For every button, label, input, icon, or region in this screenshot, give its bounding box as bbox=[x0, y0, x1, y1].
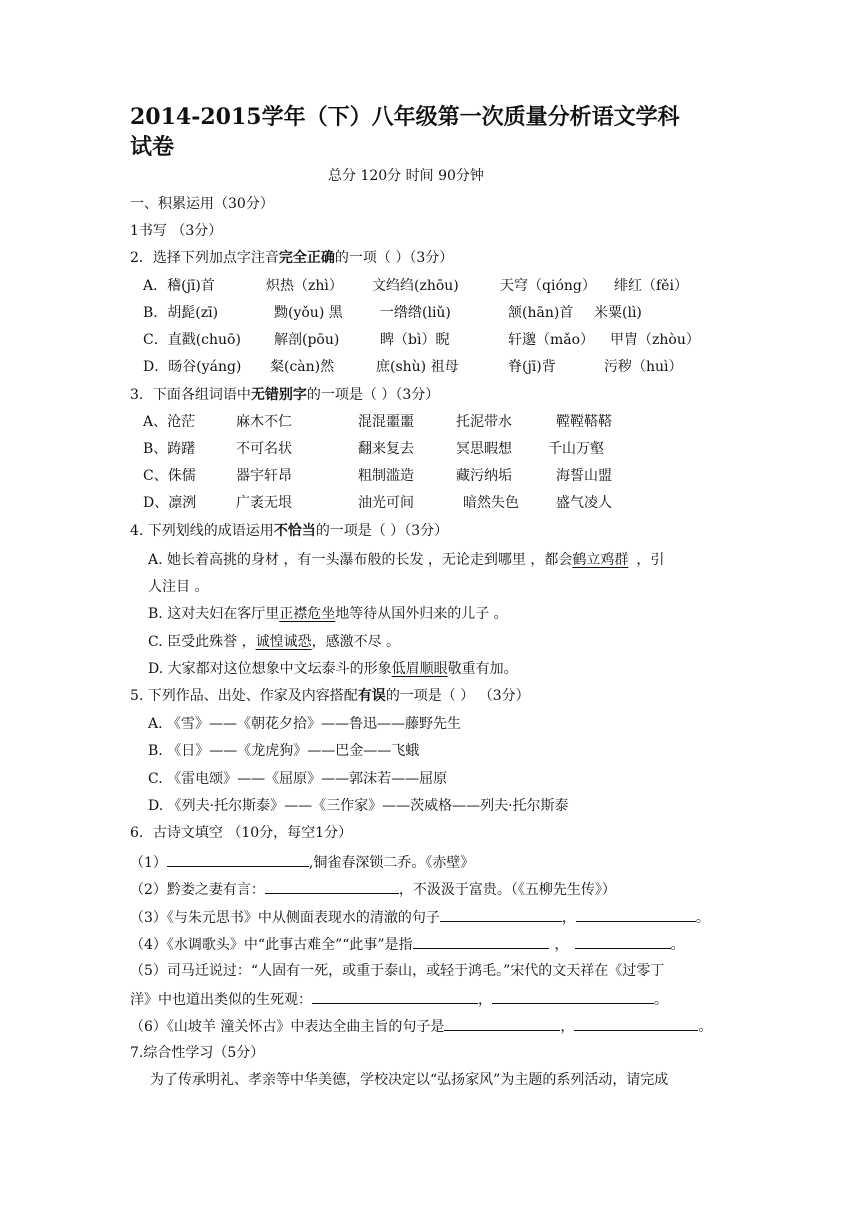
q3-b-5: 千山万壑 bbox=[548, 441, 604, 457]
q6-6-text: （6）《山坡羊 潼关怀古》中表达全曲主旨的句子是 bbox=[130, 1019, 445, 1035]
q6-5-blank-2[interactable] bbox=[492, 988, 654, 1004]
q6-2-tail: ，不汲汲于富贵。（《五柳先生传》） bbox=[398, 882, 616, 898]
q2-a-1: A．稽(jī)首 bbox=[143, 278, 215, 294]
q2-d-5: 污秽（huì） bbox=[604, 359, 683, 375]
q6-line-6 bbox=[130, 1015, 712, 1037]
q6-line-5: （5）司马迁说过：“人固有一死，或重于泰山，或轻于鸿毛。”宋代的文天祥在《过零丁 bbox=[130, 963, 665, 979]
q4-option-a bbox=[148, 550, 664, 570]
q4-a-text: A. 她长着高挑的身材 ，有一头瀑布般的长发 ，无论走到哪里 ，都会 bbox=[148, 552, 573, 568]
q6-6-end: 。 bbox=[698, 1019, 713, 1035]
q6-2-text: （2）黔娄之妻有言： bbox=[130, 882, 265, 898]
q6-line-3 bbox=[130, 906, 710, 928]
q2-c-5: 甲胄（zhòu） bbox=[610, 332, 700, 348]
q4-option-b bbox=[148, 604, 508, 624]
q3-d-3: 油光可间 bbox=[358, 495, 414, 511]
exam-meta: 总分 120分 时间 90分钟 bbox=[328, 168, 484, 184]
q3-c-4: 藏污纳垢 bbox=[456, 468, 512, 484]
question-4-stem bbox=[130, 521, 448, 541]
q2-d-1: D．旸谷(yáng) bbox=[143, 359, 242, 375]
q3-suffix: 的一项是（ ）（3分） bbox=[306, 387, 440, 403]
q6-4-blank-1[interactable] bbox=[413, 933, 549, 949]
exam-title-line2: 试卷 bbox=[130, 134, 175, 160]
q4-a-idiom: 鹤立鸡群 bbox=[572, 552, 629, 568]
q3-a-3: 混混噩噩 bbox=[358, 414, 414, 430]
q6-5-end: 。 bbox=[654, 992, 668, 1008]
q2-c-3: 睥（bì）睨 bbox=[380, 332, 450, 348]
q2-c-1: C．直戳(chuō) bbox=[143, 332, 241, 348]
q4-a-tail: ，引 bbox=[636, 552, 665, 568]
q6-3-blank-1[interactable] bbox=[440, 906, 562, 922]
q6-3-end: 。 bbox=[695, 910, 710, 926]
q5-option-d: D. 《列夫·托尔斯泰》——《三作家》——茨威格——列夫·托尔斯泰 bbox=[148, 798, 569, 814]
q3-c-1: C、侏儒 bbox=[143, 468, 196, 484]
q6-5-blank-1[interactable] bbox=[312, 988, 478, 1004]
q6-1-blank[interactable] bbox=[167, 851, 309, 867]
q2-a-3: 文绉绉(zhōu) bbox=[372, 278, 459, 294]
q2-suffix: 的一项（ ）（3分） bbox=[334, 250, 454, 266]
q3-d-4: 暗然失色 bbox=[463, 495, 519, 511]
q3-c-3: 粗制滥造 bbox=[358, 468, 414, 484]
q2-emphasis: 完全正确 bbox=[278, 250, 335, 266]
q5-suffix: 的一项是（ ） （3分） bbox=[385, 688, 530, 704]
q2-a-5: 绯红（fěi） bbox=[614, 278, 688, 294]
q6-3-text: （3）《与朱元思书》中从侧面表现水的清澈的句子 bbox=[130, 910, 440, 926]
q6-4-sep: ， bbox=[554, 937, 569, 953]
q2-b-5: 米粟(lì) bbox=[594, 305, 642, 321]
q4-option-c bbox=[148, 632, 400, 652]
q5-option-a: A. 《雪》——《朝花夕拾》——鲁迅——藤野先生 bbox=[148, 716, 462, 732]
q6-3-sep: ， bbox=[561, 910, 576, 926]
q3-a-5: 鞺鞺鞳鞳 bbox=[556, 414, 612, 430]
q7-text: 为了传承明礼、孝亲等中华美德，学校决定以“弘扬家风”为主题的系列活动，请完成 bbox=[150, 1072, 669, 1088]
q2-b-4: 颔(hān)首 bbox=[508, 305, 574, 321]
q4-d-tail: 敬重有加。 bbox=[447, 661, 518, 677]
q4-d-idiom: 低眉顺眼 bbox=[391, 661, 448, 677]
q5-option-c: C. 《雷电颂》——《屈原》——郭沫若——屈原 bbox=[148, 771, 448, 787]
q4-c-idiom: 诚惶诚恐 bbox=[255, 634, 312, 650]
q6-line-2 bbox=[130, 878, 616, 900]
q2-a-4: 天穹（qióng） bbox=[500, 278, 596, 294]
q3-d-1: D、凛洌 bbox=[143, 495, 197, 511]
question-1: 1书写 （3分） bbox=[130, 223, 223, 239]
q6-line-5-cont bbox=[130, 988, 668, 1010]
q4-suffix: 的一项是（ ）（3分） bbox=[315, 523, 449, 539]
q2-d-3: 庶(shù) 祖母 bbox=[376, 359, 459, 375]
question-2-stem bbox=[130, 248, 453, 268]
q4-option-d bbox=[148, 659, 518, 679]
q4-b-tail: 地等待从国外归来的儿子 。 bbox=[335, 606, 508, 622]
q2-d-2: 粲(càn)然 bbox=[270, 359, 335, 375]
q3-b-2: 不可名状 bbox=[236, 441, 292, 457]
q2-b-2: 黝(yǒu) 黑 bbox=[274, 305, 343, 321]
q2-prefix: 2．选择下列加点字注音 bbox=[130, 250, 279, 266]
q4-c-text: C. 臣受此殊誉 ， bbox=[148, 634, 256, 650]
q3-prefix: 3．下面各组词语中 bbox=[130, 387, 251, 403]
q6-5-sep: ， bbox=[478, 992, 492, 1008]
q5-option-b: B. 《日》——《龙虎狗》——巴金——飞蛾 bbox=[148, 743, 420, 759]
q6-4-text: （4）《水调歌头》中“此事古难全”“此事”是指 bbox=[130, 937, 413, 953]
q6-3-blank-2[interactable] bbox=[576, 906, 696, 922]
q2-b-3: 一绺绺(liǔ) bbox=[380, 305, 451, 321]
section-1-heading: 一、积累运用（30分） bbox=[130, 196, 274, 212]
q3-a-1: A、沧茫 bbox=[143, 414, 196, 430]
q3-c-5: 海誓山盟 bbox=[556, 468, 612, 484]
q3-emphasis: 无错别字 bbox=[250, 387, 307, 403]
q5-emphasis: 有误 bbox=[357, 688, 386, 704]
q6-line-4 bbox=[130, 933, 685, 955]
question-5-stem bbox=[130, 686, 530, 706]
q6-2-blank[interactable] bbox=[265, 878, 399, 894]
q6-4-end: 。 bbox=[670, 937, 685, 953]
q4-b-text: B. 这对夫妇在客厅里 bbox=[148, 606, 280, 622]
exam-title-line1: 2014-2015学年（下）八年级第一次质量分析语文学科 bbox=[130, 104, 680, 130]
q3-b-4: 冥思暇想 bbox=[456, 441, 512, 457]
q4-d-text: D. 大家都对这位想象中文坛泰斗的形象 bbox=[148, 661, 392, 677]
q6-1-label: （1） bbox=[130, 855, 167, 871]
q3-b-3: 翻来复去 bbox=[358, 441, 414, 457]
q6-6-blank-2[interactable] bbox=[574, 1015, 698, 1031]
q2-b-1: B．胡髭(zī) bbox=[143, 305, 219, 321]
q2-c-4: 轩邈（mǎo） bbox=[508, 332, 595, 348]
q6-5-text: 洋》中也道出类似的生死观： bbox=[130, 992, 312, 1008]
q6-line-1 bbox=[130, 851, 474, 873]
q4-b-idiom: 正襟危坐 bbox=[279, 606, 336, 622]
q4-option-a-cont: 人注目 。 bbox=[148, 579, 209, 595]
q5-prefix: 5. 下列作品、出处、作家及内容搭配 bbox=[130, 688, 358, 704]
q2-c-2: 解剖(pōu) bbox=[274, 332, 340, 348]
q3-a-2: 麻木不仁 bbox=[236, 414, 292, 430]
q2-a-2: 炽热（zhì） bbox=[266, 278, 343, 294]
q3-d-2: 广袤无垠 bbox=[236, 495, 292, 511]
q4-prefix: 4. 下列划线的成语运用 bbox=[130, 523, 274, 539]
q3-c-2: 器宇轩昂 bbox=[236, 468, 292, 484]
q3-a-4: 托泥带水 bbox=[456, 414, 512, 430]
q4-emphasis: 不恰当 bbox=[273, 523, 316, 539]
q6-1-text: ,铜雀春深锁二乔。《赤壁》 bbox=[308, 855, 475, 871]
question-3-stem bbox=[130, 385, 439, 405]
question-6-title: 6．古诗文填空 （10分，每空1分） bbox=[130, 825, 353, 841]
q6-6-blank-1[interactable] bbox=[444, 1015, 560, 1031]
q3-b-1: B、踌躇 bbox=[143, 441, 196, 457]
question-7-title: 7.综合性学习（5分） bbox=[130, 1045, 265, 1061]
q6-4-blank-2[interactable] bbox=[575, 933, 671, 949]
q6-6-sep: ， bbox=[560, 1019, 575, 1035]
q3-d-5: 盛气凌人 bbox=[556, 495, 612, 511]
q2-d-4: 脊(jī)背 bbox=[508, 359, 556, 375]
q4-c-tail: ，感激不尽 。 bbox=[311, 634, 401, 650]
